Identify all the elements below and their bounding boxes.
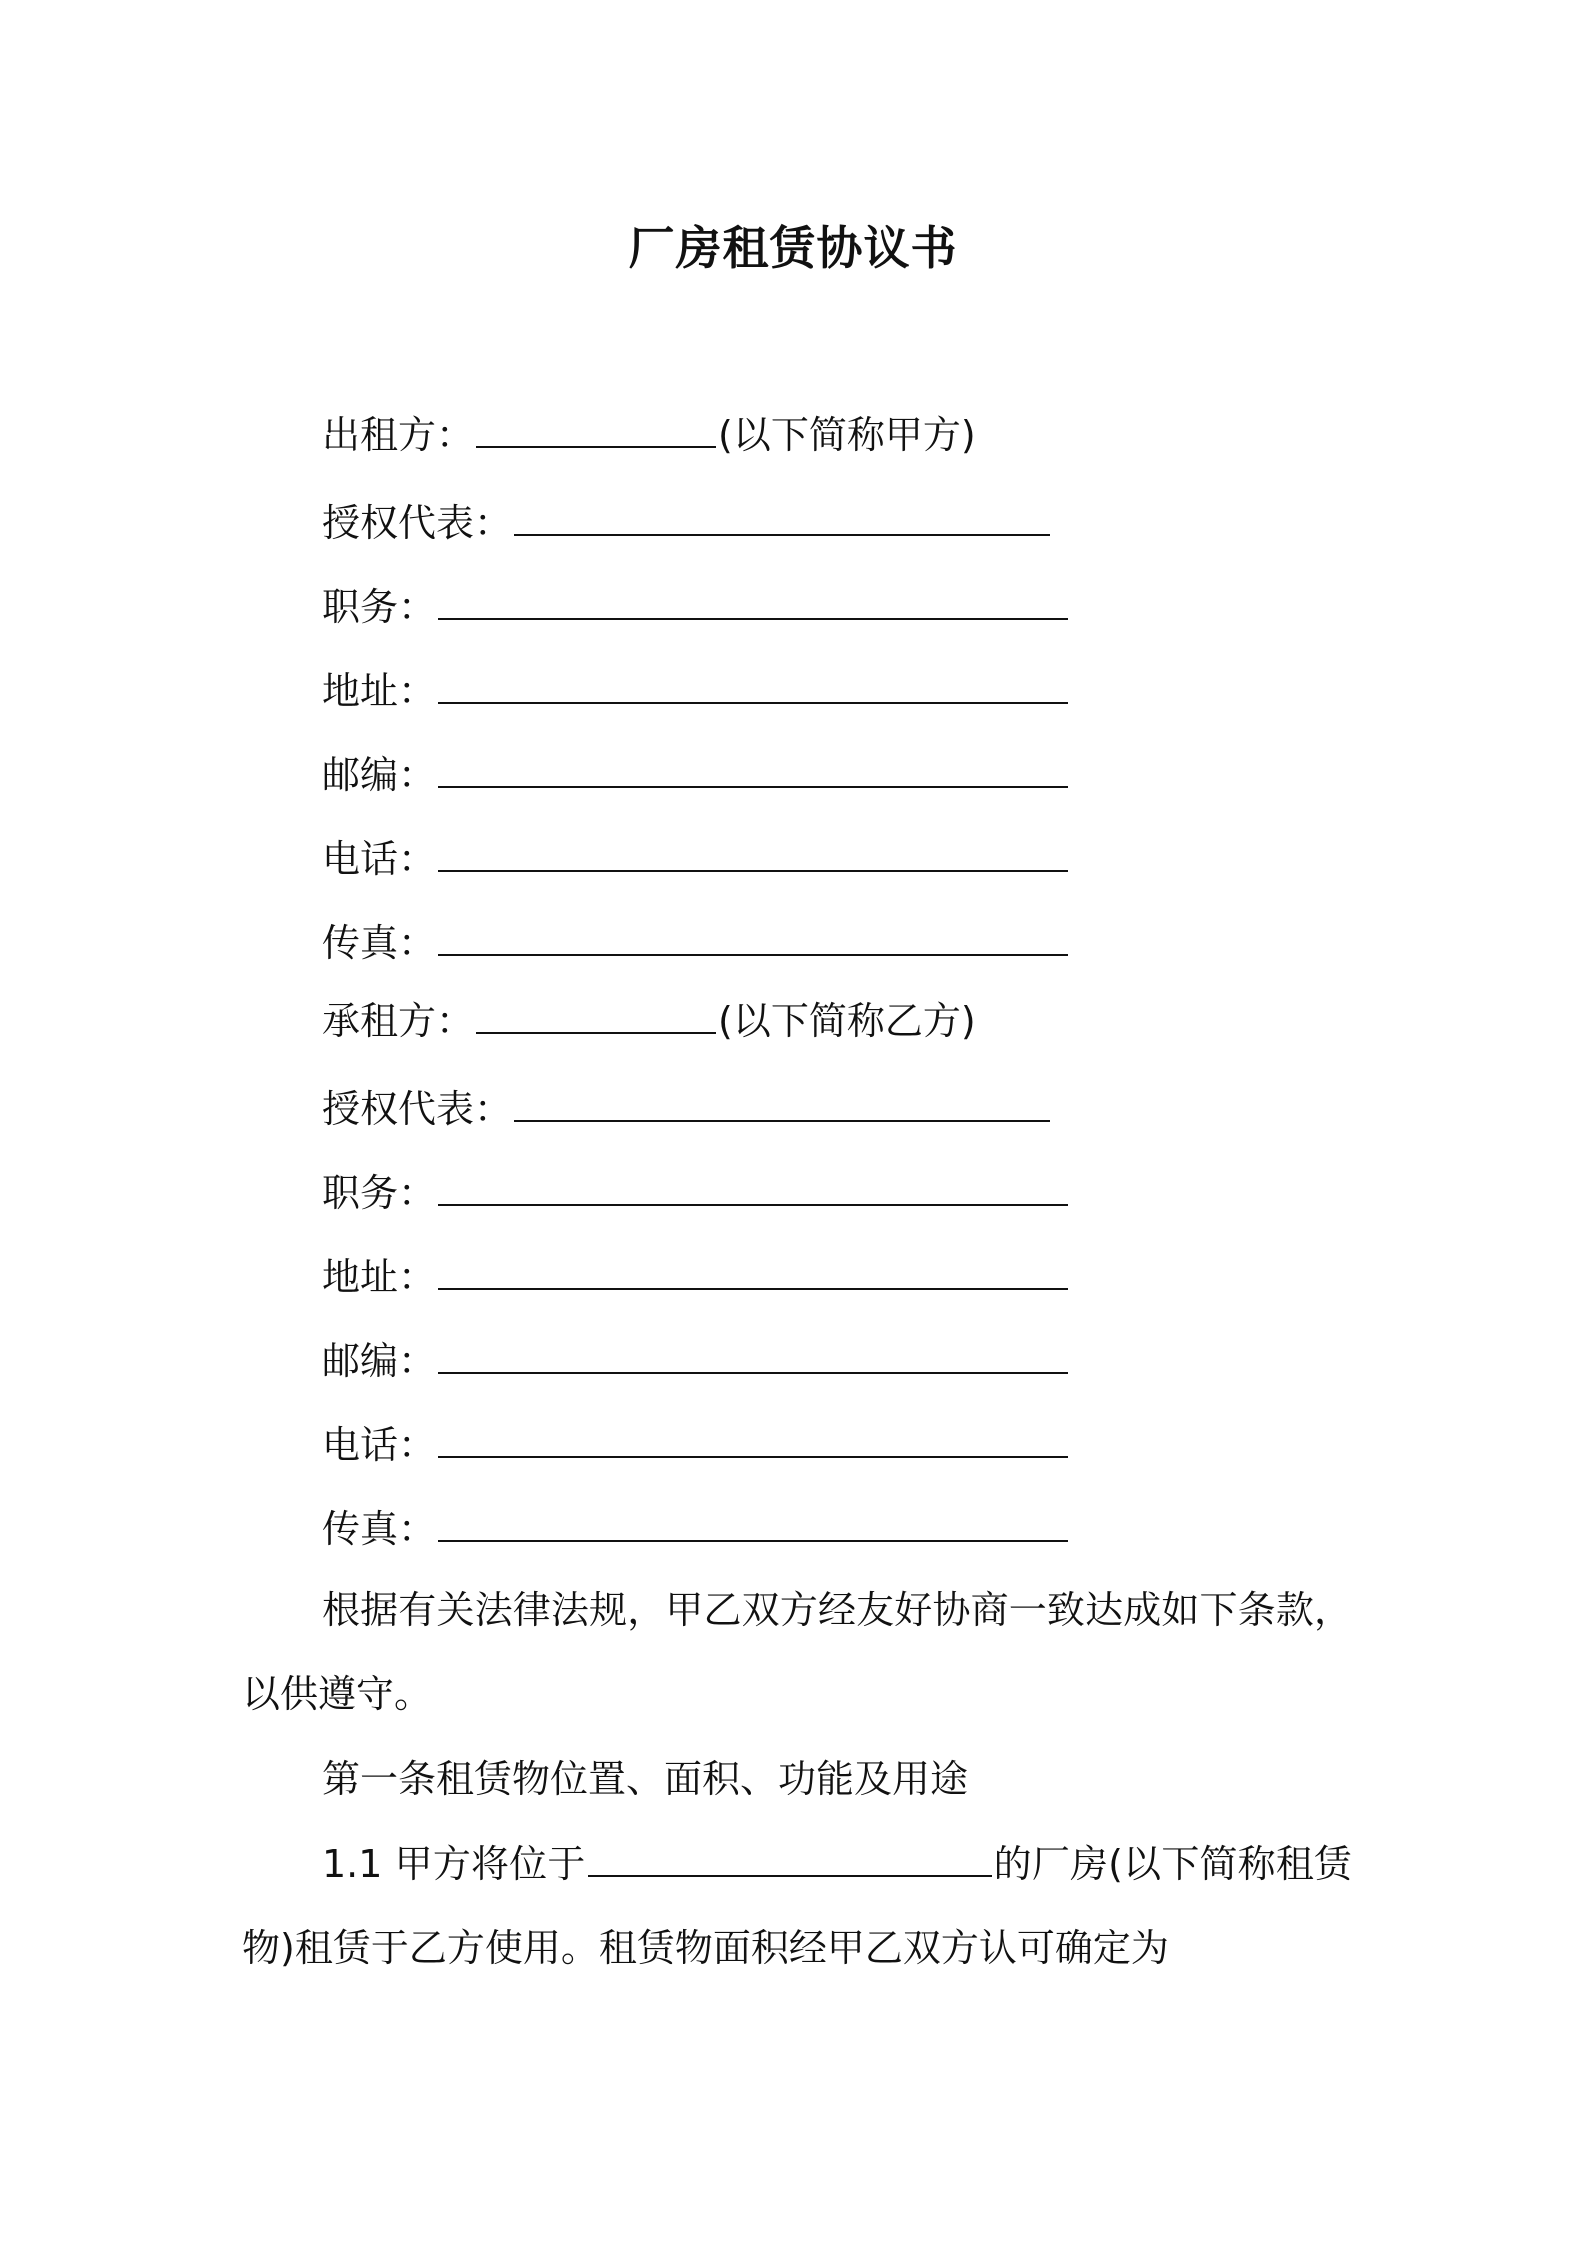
field-blank[interactable] — [438, 1426, 1068, 1458]
lessee-field-address — [322, 1252, 1070, 1302]
lessee-field-fax — [322, 1504, 1070, 1554]
clause-1-1-suffix: 的厂房(以下简称租赁物)租赁于乙方使用。租赁物面积经甲乙双方认可确定为 — [242, 1842, 1353, 1970]
field-blank[interactable] — [438, 756, 1068, 788]
lessor-name-blank[interactable] — [476, 416, 716, 448]
lessee-field-representative — [322, 1084, 1052, 1134]
lessor-field-fax — [322, 918, 1070, 968]
article-1-heading: 第一条租赁物位置、面积、功能及用途 — [322, 1757, 969, 1801]
field-label: 职务： — [322, 1171, 437, 1215]
field-blank[interactable] — [438, 1342, 1068, 1374]
lessor-field-position — [322, 582, 1070, 632]
field-blank[interactable] — [438, 1174, 1068, 1206]
field-blank[interactable] — [514, 1090, 1050, 1122]
lessee-label: 承租方： — [322, 999, 475, 1043]
field-label: 电话： — [322, 1423, 437, 1467]
preamble-paragraph: 根据有关法律法规，甲乙双方经友好协商一致达成如下条款，以供遵守。 — [242, 1588, 1352, 1716]
field-blank[interactable] — [438, 840, 1068, 872]
lessee-field-phone — [322, 1420, 1070, 1470]
lessor-field-address — [322, 666, 1070, 716]
field-label: 邮编： — [322, 753, 437, 797]
clause-1-1-prefix: 1.1 甲方将位于 — [322, 1842, 586, 1886]
field-blank[interactable] — [438, 1258, 1068, 1290]
field-label: 传真： — [322, 1507, 437, 1551]
lessor-suffix: (以下简称甲方) — [718, 413, 976, 457]
location-blank[interactable] — [588, 1845, 992, 1877]
field-label: 地址： — [322, 669, 437, 713]
field-label: 职务： — [322, 585, 437, 629]
lessor-line — [322, 410, 976, 460]
clause-1-1-paragraph — [242, 1822, 1352, 1990]
field-label: 授权代表： — [322, 501, 513, 545]
field-blank[interactable] — [438, 672, 1068, 704]
field-blank[interactable] — [438, 588, 1068, 620]
lessor-field-representative — [322, 498, 1052, 548]
field-blank[interactable] — [438, 1510, 1068, 1542]
lessor-label: 出租方： — [322, 413, 475, 457]
document-title: 厂房租赁协议书 — [628, 221, 958, 275]
field-label: 地址： — [322, 1255, 437, 1299]
lessor-field-phone — [322, 834, 1070, 884]
field-label: 授权代表： — [322, 1087, 513, 1131]
lessee-field-position — [322, 1168, 1070, 1218]
field-label: 传真： — [322, 921, 437, 965]
lessee-suffix: (以下简称乙方) — [718, 999, 976, 1043]
field-label: 电话： — [322, 837, 437, 881]
lessee-line — [322, 996, 976, 1046]
lessee-field-postcode — [322, 1336, 1070, 1386]
field-label: 邮编： — [322, 1339, 437, 1383]
lessor-field-postcode — [322, 750, 1070, 800]
field-blank[interactable] — [438, 924, 1068, 956]
lessee-name-blank[interactable] — [476, 1002, 716, 1034]
field-blank[interactable] — [514, 504, 1050, 536]
